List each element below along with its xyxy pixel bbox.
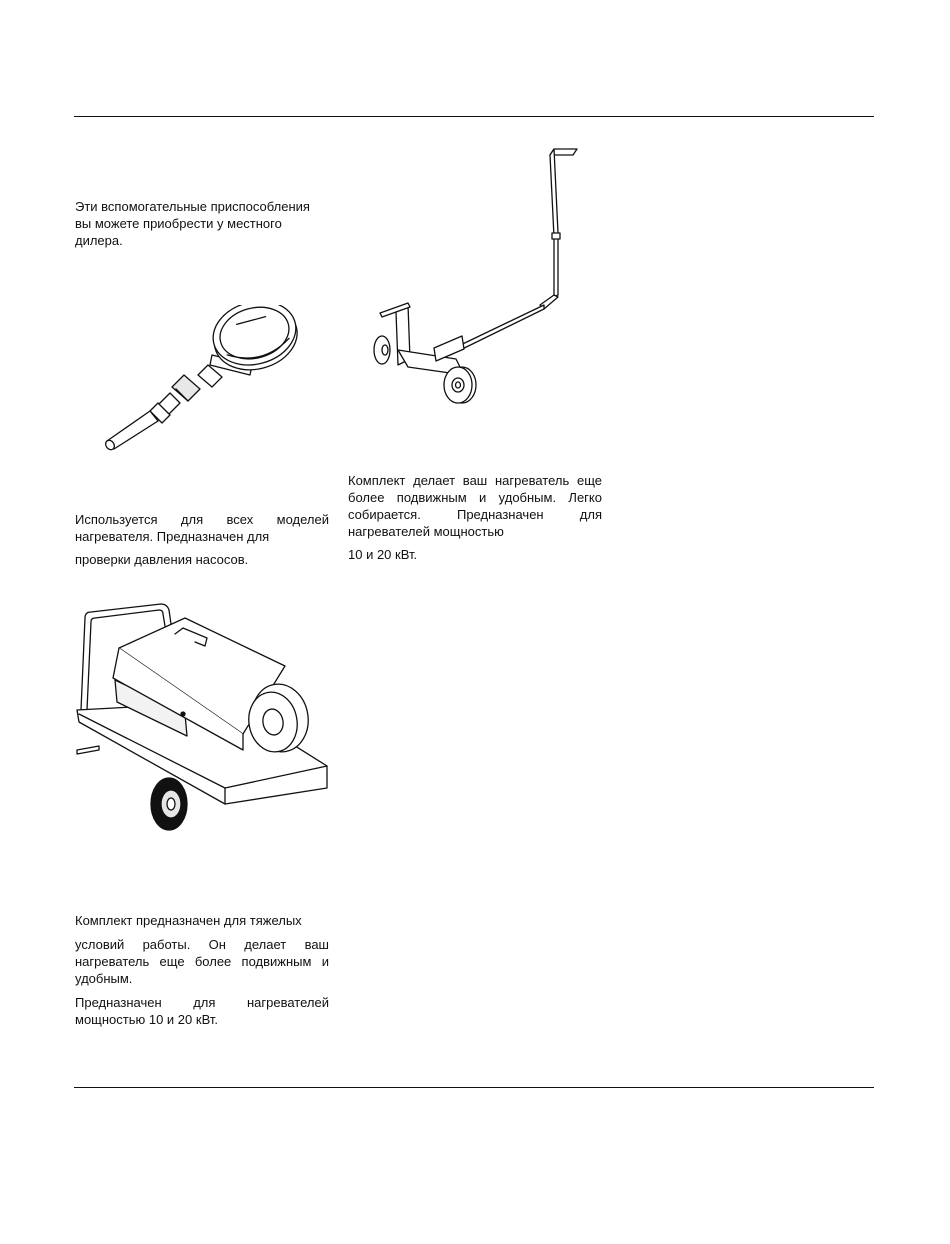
pressure-gauge-description: Используется для всех моделей нагревателя. Предназначен для: [75, 512, 329, 544]
pressure-gauge-icon: [100, 305, 300, 455]
wheel-kit-power-rating: 10 и 20 кВт.: [348, 547, 418, 562]
heater-on-cart-icon: [75, 598, 330, 838]
heavy-duty-kit-power-rating: Предназначен для нагревателей мощностью 10 и 20 кВт.: [75, 995, 329, 1027]
wheel-kit-description: Комплект делает ваш нагреватель еще более подвижным и удобным. Легко собирается. Предназначен для нагревателей мощностью: [348, 473, 602, 539]
pressure-gauge-description-continued: проверки давления насосов.: [75, 552, 249, 567]
wheel-cart-icon: [368, 145, 583, 410]
heavy-duty-kit-description-continued: условий работы. Он делает ваш нагреватель еще более подвижным и удобным.: [75, 937, 329, 986]
heavy-duty-kit-description: Комплект предназначен для тяжелых: [75, 913, 302, 928]
bottom-rule: [74, 1087, 874, 1088]
top-rule: [74, 116, 874, 117]
intro-text: Эти вспомогательные приспособления вы можете приобрести у местного дилера.: [75, 199, 310, 248]
